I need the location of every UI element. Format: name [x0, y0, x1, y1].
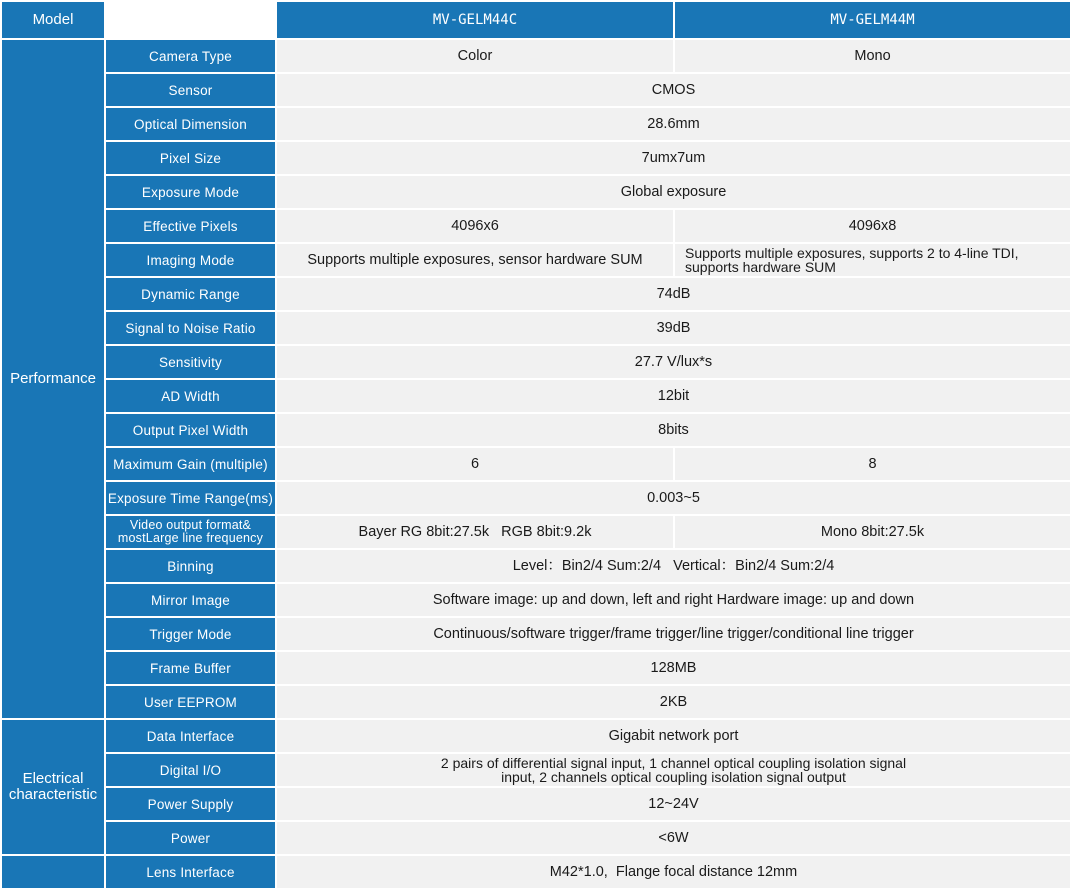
label-exposure-mode: Exposure Mode: [106, 176, 275, 208]
diag-model-label: Model: [231, 3, 267, 18]
label-camera-type: Camera Type: [106, 40, 275, 72]
label-user-eeprom: User EEPROM: [106, 686, 275, 718]
value-output-pixel-width: 8bits: [277, 414, 1070, 446]
label-power: Power: [106, 822, 275, 854]
label-ad-width: AD Width: [106, 380, 275, 412]
label-output-pixel-width: Output Pixel Width: [106, 414, 275, 446]
value-user-eeprom: 2KB: [277, 686, 1070, 718]
label-video-output-format: Video output format& mostLarge line frequency: [106, 516, 275, 548]
value-pixel-size: 7umx7um: [277, 142, 1070, 174]
label-max-gain: Maximum Gain (multiple): [106, 448, 275, 480]
value-exposure-time-range: 0.003~5: [277, 482, 1070, 514]
label-dynamic-range: Dynamic Range: [106, 278, 275, 310]
label-exposure-time-range: Exposure Time Range(ms): [106, 482, 275, 514]
value-ad-width: 12bit: [277, 380, 1070, 412]
category-performance: Performance: [2, 40, 104, 718]
value-mirror-image: Software image: up and down, left and right Hardware image: up and down: [277, 584, 1070, 616]
label-power-supply: Power Supply: [106, 788, 275, 820]
label-frame-buffer: Frame Buffer: [106, 652, 275, 684]
model-header: Model: [2, 2, 104, 38]
label-optical-dimension: Optical Dimension: [106, 108, 275, 140]
label-trigger-mode: Trigger Mode: [106, 618, 275, 650]
label-snr: Signal to Noise Ratio: [106, 312, 275, 344]
label-pixel-size: Pixel Size: [106, 142, 275, 174]
value-effective-pixels-mono: 4096x8: [675, 210, 1070, 242]
category-electrical: Electrical characteristic: [2, 720, 104, 854]
label-imaging-mode: Imaging Mode: [106, 244, 275, 276]
model-spec-diagonal-header: [106, 2, 275, 38]
value-effective-pixels-color: 4096x6: [277, 210, 673, 242]
value-video-output-mono: Mono 8bit:27.5k: [675, 516, 1070, 548]
label-sensitivity: Sensitivity: [106, 346, 275, 378]
label-binning: Binning: [106, 550, 275, 582]
value-binning: Level：Bin2/4 Sum:2/4 Vertical：Bin2/4 Sum:2/4: [277, 550, 1070, 582]
value-data-interface: Gigabit network port: [277, 720, 1070, 752]
value-digital-io: 2 pairs of differential signal input, 1 channel optical coupling isolation signal input, 2 channels optical coupling isolation signal output: [277, 754, 1070, 786]
value-sensor: CMOS: [277, 74, 1070, 106]
category-optical-blank: [2, 856, 104, 888]
label-mirror-image: Mirror Image: [106, 584, 275, 616]
column-header-gelm44m: MV-GELM44M: [675, 2, 1070, 38]
label-sensor: Sensor: [106, 74, 275, 106]
label-data-interface: Data Interface: [106, 720, 275, 752]
value-exposure-mode: Global exposure: [277, 176, 1070, 208]
value-snr: 39dB: [277, 312, 1070, 344]
value-imaging-mode-color: Supports multiple exposures, sensor hardware SUM: [277, 244, 673, 276]
value-max-gain-mono: 8: [675, 448, 1070, 480]
value-sensitivity: 27.7 V/lux*s: [277, 346, 1070, 378]
diag-specifications-label: Specifications: [108, 22, 189, 37]
value-power-supply: 12~24V: [277, 788, 1070, 820]
value-power: <6W: [277, 822, 1070, 854]
value-lens-interface: M42*1.0, Flange focal distance 12mm: [277, 856, 1070, 888]
column-header-gelm44c: MV-GELM44C: [277, 2, 673, 38]
value-imaging-mode-mono: Supports multiple exposures, supports 2 to 4-line TDI, supports hardware SUM: [675, 244, 1070, 276]
value-camera-type-color: Color: [277, 40, 673, 72]
label-lens-interface: Lens Interface: [106, 856, 275, 888]
value-camera-type-mono: Mono: [675, 40, 1070, 72]
label-effective-pixels: Effective Pixels: [106, 210, 275, 242]
value-frame-buffer: 128MB: [277, 652, 1070, 684]
value-dynamic-range: 74dB: [277, 278, 1070, 310]
value-video-output-color: Bayer RG 8bit:27.5k RGB 8bit:9.2k: [277, 516, 673, 548]
label-digital-io: Digital I/O: [106, 754, 275, 786]
value-optical-dimension: 28.6mm: [277, 108, 1070, 140]
value-max-gain-color: 6: [277, 448, 673, 480]
value-trigger-mode: Continuous/software trigger/frame trigger/line trigger/conditional line trigger: [277, 618, 1070, 650]
